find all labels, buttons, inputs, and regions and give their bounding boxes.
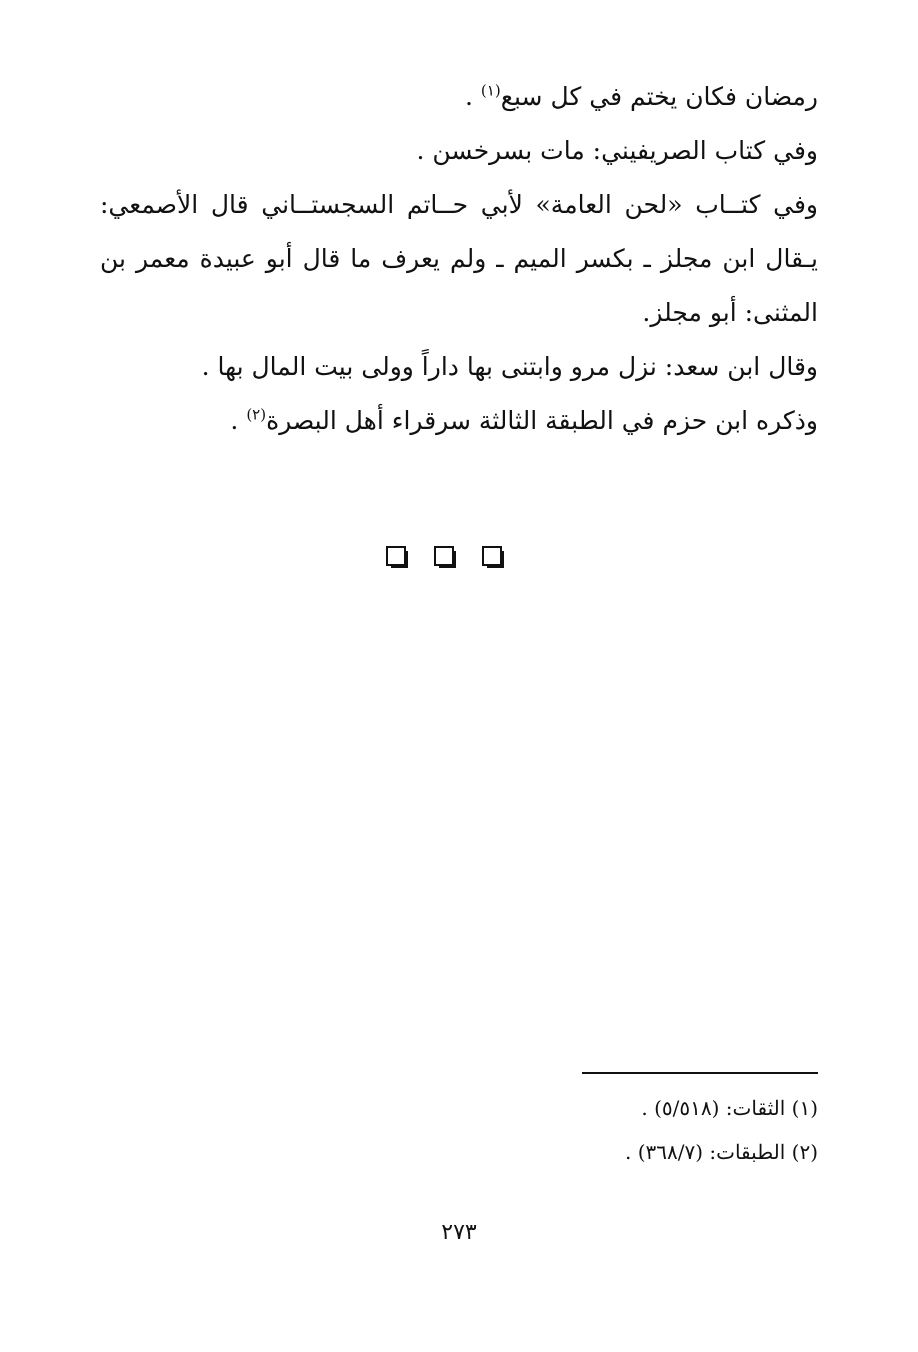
main-text [100, 70, 818, 448]
paragraph-5 [100, 394, 818, 448]
section-divider-ornament [386, 546, 526, 574]
paragraph-5-end: . [230, 406, 247, 435]
footnote-ref-2: (٢) [246, 405, 267, 424]
square-ornament-icon [434, 546, 456, 568]
footnote-separator [582, 1072, 818, 1074]
footnote-1: (١) الثقات: (٥/٥١٨) . [641, 1096, 818, 1120]
footnote-2: (٢) الطبقات: (٣٦٨/٧) . [624, 1140, 818, 1164]
square-ornament-icon [482, 546, 504, 568]
footnote-ref-1: (١) [480, 81, 501, 100]
paragraph-1 [100, 70, 818, 124]
paragraph-5-text: وذكره ابن حزم في الطبقة الثالثة سرقراء أهل البصرة [266, 406, 818, 435]
paragraph-3: وفي كتــاب «لحن العامة» لأبي حــاتم السجستــاني قال الأصمعي: يـقال ابن مجلز ـ بكسر الميم ـ ولم يعرف ما قال أبو عبيدة معمر بن المثنى: أبو مجلز. [100, 190, 818, 327]
paragraph-1-text: رمضان فكان يختم في كل سبع [500, 82, 818, 111]
footnotes [400, 1086, 818, 1174]
paragraph-1-end: . [465, 82, 481, 111]
square-ornament-icon [386, 546, 408, 568]
paragraph-4: وقال ابن سعد: نزل مرو وابتنى بها داراً وولى بيت المال بها . [201, 352, 818, 381]
paragraph-2: وفي كتاب الصريفيني: مات بسرخسن . [416, 136, 818, 165]
page-number: ٢٧٣ [441, 1220, 477, 1245]
